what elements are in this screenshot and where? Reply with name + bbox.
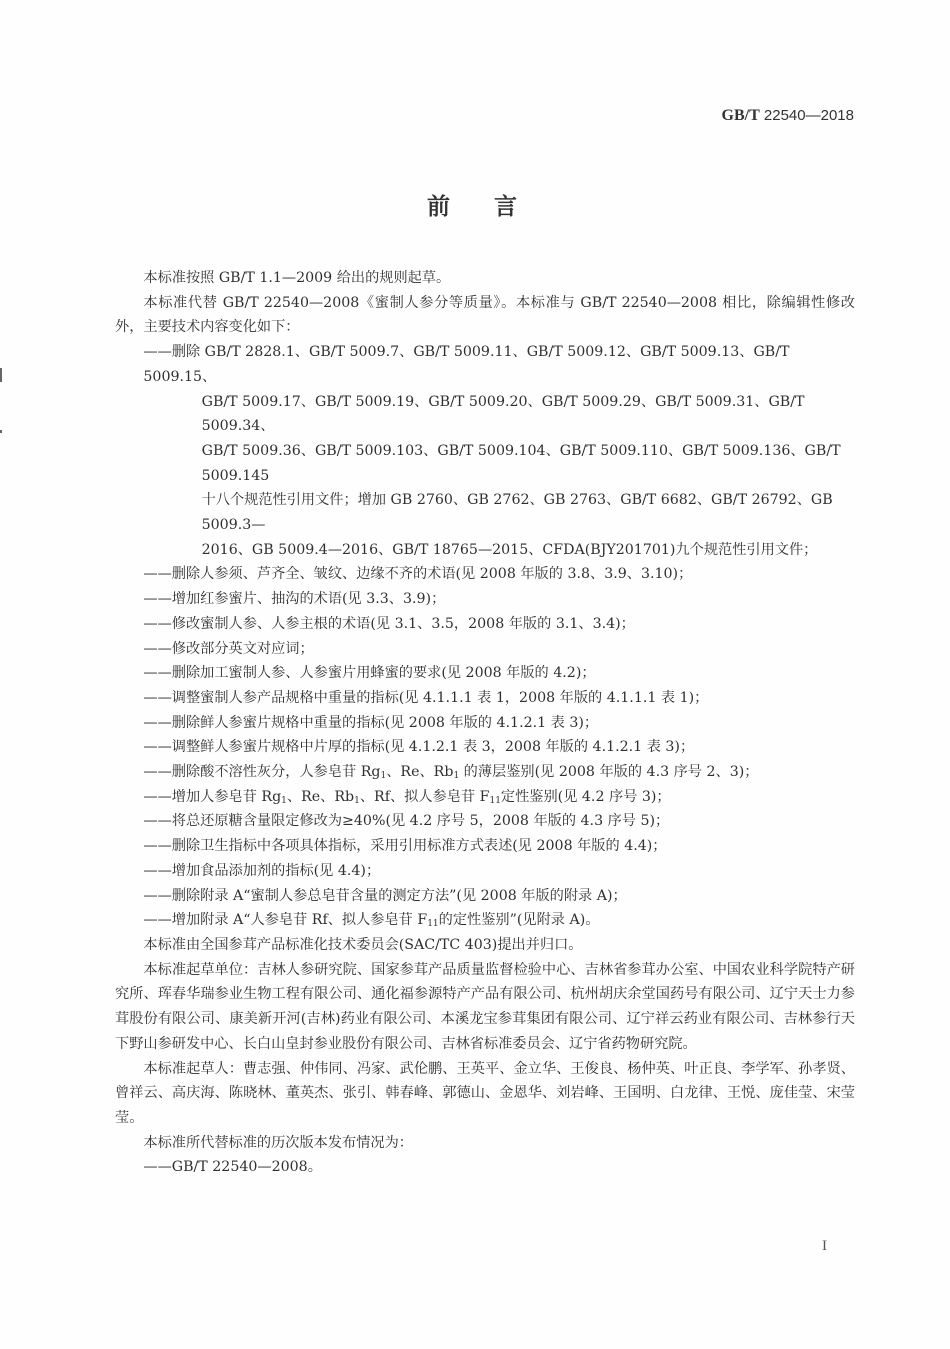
text-run: ——增加人参皂苷 Rg: [143, 788, 282, 805]
scan-artifact: [0, 368, 2, 382]
paragraph-proposer: 本标准由全国参茸产品标准化技术委员会(SAC/TC 403)提出并归口。: [143, 936, 583, 953]
list-item: ——增加食品添加剂的指标(见 4.4)；: [143, 862, 381, 879]
text-run: 定性鉴别(见 4.2 序号 3)；: [500, 788, 671, 805]
scan-artifact: [0, 430, 2, 433]
list-item: ——删除附录 A“蜜制人参总皂苷含量的测定方法”(见 2008 年版的附录 A)；: [143, 887, 627, 904]
subscript: 1: [453, 771, 460, 782]
page-number: I: [822, 1238, 827, 1254]
paragraph-drafters: 本标准起草人：曹志强、仲伟同、冯家、武伦鹏、王英平、金立华、王俊良、杨仲英、叶正良、李学军、孙孝贤、曾祥云、高庆海、陈晓林、董英杰、张引、韩春峰、郭德山、金恩华、刘岩峰、王国明、白龙律、王悦、庞佳莹、宋莹莹。: [115, 1060, 855, 1126]
list-item-line: 十八个规范性引用文件；增加 GB 2760、GB 2762、GB 2763、GB/T 6682、GB/T 26792、GB 5009.3—: [201, 492, 833, 534]
history-item: ——GB/T 22540—2008。: [143, 1159, 322, 1176]
standard-prefix: GB/T: [721, 107, 760, 124]
text-run: 、Re、Rb: [386, 764, 454, 781]
list-item: ——修改蜜制人参、人参主根的术语(见 3.1、3.5，2008 年版的 3.1、3.4)；: [143, 615, 635, 632]
list-item-line: GB/T 5009.36、GB/T 5009.103、GB/T 5009.104、GB/T 5009.110、GB/T 5009.136、GB/T 5009.145: [201, 442, 841, 484]
paragraph-replacement: 本标准代替 GB/T 22540—2008《蜜制人参分等质量》。本标准与 GB/T 22540—2008 相比，除编辑性修改外，主要技术内容变化如下：: [115, 294, 855, 336]
list-item-line: ——删除 GB/T 2828.1、GB/T 5009.7、GB/T 5009.11、GB/T 5009.12、GB/T 5009.13、GB/T 5009.15、: [143, 344, 790, 385]
subscript: 1: [380, 771, 387, 782]
text-run: 、Re、Rb: [286, 788, 355, 805]
list-item: ——调整蜜制人参产品规格中重量的指标(见 4.1.1.1 表 1，2008 年版的 4.1.1.1 表 1)；: [143, 689, 709, 706]
list-item: ——增加红参蜜片、抽沟的术语(见 3.3、3.9)；: [143, 591, 446, 608]
subscript: 11: [489, 795, 501, 806]
list-item: [115, 340, 855, 562]
list-item: ——修改部分英文对应词；: [143, 640, 314, 657]
paragraph-history-intro: 本标准所代替标准的历次版本发布情况为：: [143, 1134, 413, 1151]
page-title: 前言: [427, 194, 561, 220]
text-run: 、Rf、拟人参皂苷 F: [359, 788, 490, 805]
changes-list: [115, 340, 855, 933]
list-item: ——调整鲜人参蜜片规格中片厚的指标(见 4.1.2.1 表 3，2008 年版的 4.1.2.1 表 3)；: [143, 739, 695, 756]
subscript: 11: [427, 919, 439, 930]
list-item-line: 2016、GB 5009.4—2016、GB/T 18765—2015、CFDA(BJY201701)九个规范性引用文件；: [201, 541, 818, 558]
foreword-body: [115, 266, 855, 1180]
list-item: [115, 785, 855, 810]
text-run: ——删除酸不溶性灰分，人参皂苷 Rg: [143, 764, 381, 781]
text-run: 的定性鉴别”(见附录 A)。: [438, 912, 600, 929]
list-item-line: GB/T 5009.17、GB/T 5009.19、GB/T 5009.20、GB/T 5009.29、GB/T 5009.31、GB/T 5009.34、: [201, 393, 805, 435]
list-item: ——将总还原糖含量限定修改为≥40%(见 4.2 序号 5，2008 年版的 4.3 序号 5)；: [143, 813, 670, 830]
list-item: [115, 908, 855, 933]
subscript: 1: [281, 795, 287, 806]
paragraph-drafting-units: 本标准起草单位：吉林人参研究院、国家参茸产品质量监督检验中心、吉林省参茸办公室、中国农业科学院特产研究所、珲春华瑞参业生物工程有限公司、通化福参源特产产品有限公司、杭州胡庆余堂国药号有限公司、辽宁天士力参茸股份有限公司、康美新开河(吉林)药业有限公司、本溪龙宝参茸集团有限公司、辽宁祥云药业有限公司、吉林参行天下野山参研发中心、长白山皇封参业股份有限公司、吉林省标准委员会、辽宁省药物研究院。: [115, 961, 855, 1052]
list-item: [115, 760, 855, 785]
list-item: ——删除加工蜜制人参、人参蜜片用蜂蜜的要求(见 2008 年版的 4.2)；: [143, 665, 596, 682]
subscript: 1: [354, 795, 360, 806]
standard-number: 22540—2018: [763, 107, 854, 124]
paragraph-drafting-rules: 本标准按照 GB/T 1.1—2009 给出的规则起草。: [143, 270, 451, 286]
standard-code-header: [722, 107, 855, 125]
text-run: ——增加附录 A“人参皂苷 Rf、拟人参皂苷 F: [143, 912, 428, 929]
list-item: ——删除人参须、芦齐全、皱纹、边缘不齐的术语(见 2008 年版的 3.8、3.9、3.10)；: [143, 566, 693, 583]
text-run: 的薄层鉴别(见 2008 年版的 4.3 序号 2、3)；: [459, 764, 759, 781]
list-item: ——删除卫生指标中各项具体指标，采用引用标准方式表述(见 2008 年版的 4.4)；: [143, 838, 667, 855]
list-item: ——删除鲜人参蜜片规格中重量的指标(见 2008 年版的 4.1.2.1 表 3)；: [143, 714, 599, 731]
